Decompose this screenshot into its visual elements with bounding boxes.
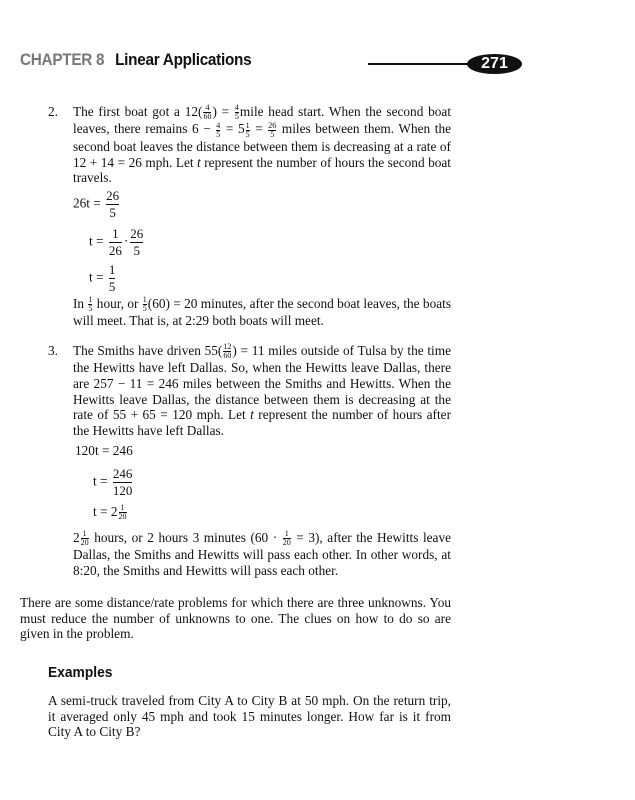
denominator: 5 — [216, 129, 221, 139]
problem-3-number: 3. — [48, 343, 58, 358]
text-run: = — [250, 121, 268, 137]
problem-2-text — [73, 104, 451, 186]
fraction — [113, 466, 133, 499]
text-run: The Smiths have driven 55( — [73, 343, 223, 358]
numerator: 12 — [223, 342, 232, 352]
fraction — [119, 504, 127, 521]
denominator: 60 — [203, 112, 212, 122]
eq-lhs: t = — [89, 233, 104, 249]
problem-3-equation-1: 120t = 246 — [75, 443, 133, 458]
eq-lhs: t = 2 — [93, 504, 118, 519]
inline-fraction — [88, 296, 92, 313]
denominator: 60 — [223, 351, 232, 361]
fraction — [109, 226, 122, 259]
numerator: 4 — [205, 103, 210, 113]
eq-lhs: t = — [89, 269, 104, 285]
denominator: 5 — [245, 129, 250, 139]
intro-paragraph: There are some distance/rate problems for which there are three unknowns. You must reduce the number of unknowns to one. The clues on how to do so are given in the problem. — [20, 595, 451, 642]
text-run: 2 — [73, 530, 80, 545]
inline-fraction — [223, 343, 231, 360]
example-text: A semi-truck traveled from City A to City B at 50 mph. On the return trip, it averaged only 45 mph and took 15 minutes longer. How far is it from City A to City B? — [48, 693, 451, 740]
variable: t — [197, 154, 201, 170]
denominator: 120 — [112, 483, 133, 498]
text-run: ) = 11 miles outside of Tulsa by the time the Hewitts have left Dallas. So, when the Hewitts leave Dallas, there are 257 − 11 = 246 miles between the Smiths and Hewitts. When the Hewitts leave Dallas, the distance between them is decreasing at the rate of 55 + 65 = 120 mph. Let — [73, 343, 451, 423]
fraction — [106, 188, 119, 221]
problem-3-text — [73, 343, 451, 438]
numerator: 26 — [106, 188, 120, 203]
chapter-label: CHAPTER 8 — [20, 50, 105, 69]
numerator: 246 — [112, 466, 133, 481]
text-run: mile head start. When the second boat leaves, there remains 6 − — [73, 104, 452, 137]
variable: t — [250, 407, 254, 423]
problem-3-equation-3 — [93, 504, 128, 521]
text-run: represent the number of hours after the Hewitts have left Dallas. — [73, 407, 451, 438]
denominator: 26 — [108, 243, 122, 258]
text-run: miles between them. When the second boat leaves the distance between them is decreasing at a rate of 12 + 14 = 26 mph. Let — [73, 121, 451, 170]
numerator: 1 — [120, 503, 125, 513]
denominator: 5 — [234, 112, 239, 122]
problem-2-equation-3 — [89, 262, 117, 295]
numerator: 1 — [142, 295, 147, 305]
text-run: The first boat got a 12( — [73, 104, 203, 119]
denominator: 5 — [108, 279, 116, 294]
chapter-title: Linear Applications — [115, 50, 252, 69]
text-run: hours, or 2 hours 3 minutes (60 · — [89, 530, 282, 545]
numerator: 1 — [82, 529, 87, 539]
problem-3-equation-2 — [93, 466, 134, 499]
problem-2-equation-1 — [73, 188, 121, 221]
denominator: 20 — [80, 538, 89, 548]
problem-2-equation-2: t = $\frac{1}{26}$ · $\frac{26}{5}$ — [89, 226, 144, 258]
denominator: 20 — [282, 538, 291, 548]
problem-3-conclusion — [73, 530, 451, 579]
inline-fraction — [203, 104, 211, 121]
problem-2-conclusion — [73, 296, 451, 329]
numerator: 1 — [245, 120, 250, 130]
denominator: 5 — [106, 204, 119, 221]
numerator: 26 — [268, 120, 277, 130]
inline-fraction — [235, 104, 239, 121]
text-run: In — [73, 296, 88, 311]
eq-lhs: 26t = — [73, 195, 101, 211]
text-run: hour, or — [93, 296, 142, 311]
text-run: represent the number of hours the second boat travels. — [73, 154, 451, 186]
chapter-header — [20, 50, 251, 70]
denominator: 5 — [142, 304, 147, 314]
numerator: 1 — [108, 262, 116, 277]
text-run: = 3), after the Hewitts leave Dallas, the Smiths and Hewitts will pass each other. In other words, at 8:20, the Smiths and Hewitts will pass each other. — [73, 530, 451, 579]
numerator: 1 — [88, 295, 93, 305]
inline-fraction — [81, 530, 89, 547]
numerator: 1 — [112, 226, 119, 241]
text-run: = 5 — [221, 121, 245, 137]
numerator: 4 — [216, 120, 221, 130]
text-run: (60) = 20 minutes, after the second boat leaves, the boats will meet. That is, at 2:29 both boats will meet. — [73, 296, 451, 329]
text-run: ) = — [212, 104, 234, 119]
inline-fraction — [246, 122, 250, 139]
numerator: 1 — [284, 529, 289, 539]
problem-2-number: 2. — [48, 104, 58, 119]
inline-fraction — [143, 296, 147, 313]
numerator: 4 — [234, 103, 239, 113]
eq-lhs: t = — [93, 473, 108, 489]
fraction — [109, 262, 116, 295]
page-number: 271 — [467, 54, 522, 74]
examples-heading: Examples — [48, 664, 113, 681]
denominator: 20 — [118, 512, 127, 522]
denominator: 5 — [130, 242, 143, 259]
denominator: 5 — [270, 129, 275, 139]
inline-fraction — [216, 122, 220, 139]
fraction — [130, 226, 143, 259]
inline-fraction — [283, 530, 291, 547]
denominator: 5 — [88, 304, 93, 314]
header-rule — [368, 63, 478, 65]
inline-fraction — [268, 122, 276, 139]
numerator: 26 — [130, 226, 144, 241]
